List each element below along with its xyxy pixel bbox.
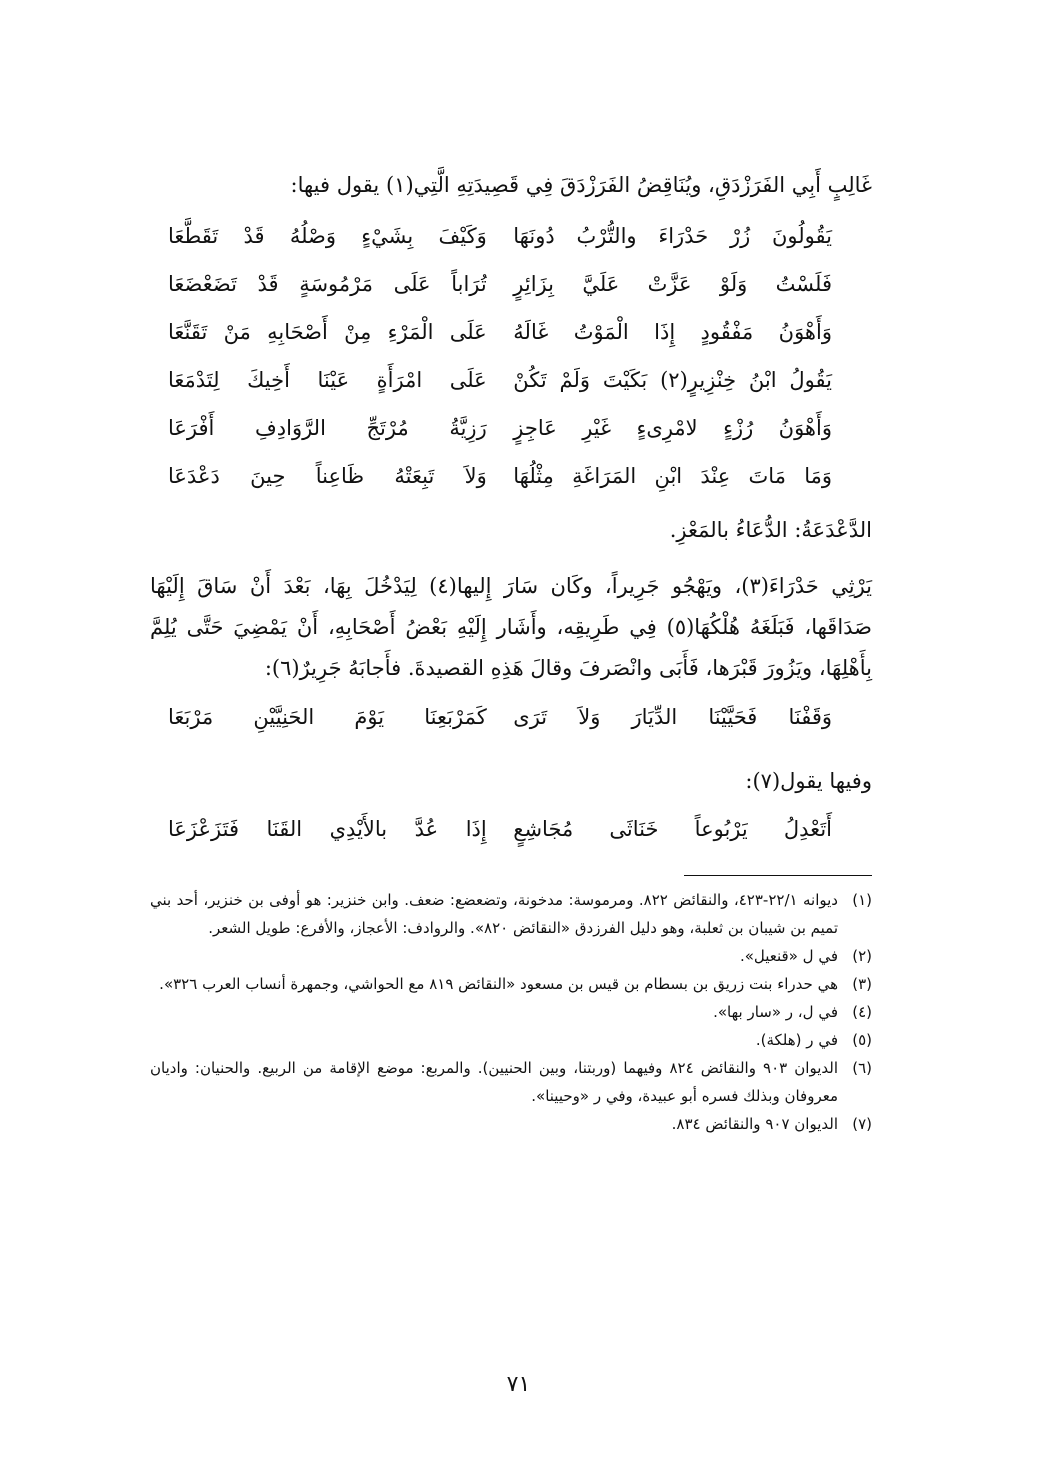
footnotes bbox=[150, 886, 872, 1138]
second-hemistich: إِذَا عُدَّ بالأَيْدِي القَنَا فَتَزَعْزَعَا bbox=[168, 817, 487, 841]
footnote-number: (٤) bbox=[852, 1003, 872, 1021]
intro-line: غَالِبٍ أَبِي الفَرَزْدَقِ، ويُنَاقِضُ الفَرَزْدَقَ فِي قَصِيدَتِهِ الَّتِي(١) يقول فيها: bbox=[290, 173, 872, 197]
footnote-number: (٣) bbox=[852, 975, 872, 993]
verse-line bbox=[168, 308, 832, 356]
final-verse bbox=[168, 805, 832, 853]
verse-line bbox=[168, 805, 832, 853]
second-hemistich: تُرَاباً عَلَى مَرْمُوسَةٍ قَدْ تَضَعْضَعَا bbox=[168, 272, 487, 296]
footnote-text: ديوانه ٢٢/١-٤٢٣، والنقائض ٨٢٢. ومرموسة: مدخونة، وتضعضع: ضعف. وابن خنزير: هو أوفى بن خنزير، أحد بني تميم بن شيبان بن ثعلبة، وهو دليل الفرزدق «النقائض ٨٢٠». والروادف: الأعجاز، والأفرع: طويل الشعر. bbox=[150, 891, 838, 937]
second-hemistich: عَلَى امْرَأَةٍ عَيْنَا أَخِيكَ لِتَدْمَعَا bbox=[168, 368, 487, 392]
footnote-number: (٦) bbox=[852, 1059, 872, 1077]
poem-block bbox=[168, 212, 832, 500]
second-hemistich: عَلَى الْمَرْءِ مِنْ أَصْحَابِهِ مَنْ تَقَنَّعَا bbox=[168, 320, 487, 344]
second-hemistich: وَلاَ تَبِعَتْهُ ظَاعِناً حِينَ دَعْدَعَا bbox=[168, 464, 487, 488]
first-hemistich: وَقَفْنَا فَحَيَّيْنَا الدِّيَارَ وَلاَ تَرَى bbox=[513, 705, 832, 729]
page-number: ٧١ bbox=[506, 1372, 531, 1397]
footnote bbox=[150, 1110, 872, 1138]
verse-line bbox=[168, 452, 832, 500]
footnote bbox=[150, 1026, 872, 1054]
footnote bbox=[150, 886, 872, 942]
prose-paragraph: يَرْثِي حَدْرَاءَ(٣)، ويَهْجُو جَرِيراً، وكَان سَارَ إِليها(٤) لِيَدْخُلَ بِهَا، بَعْدَ أَنْ سَاقَ إِلَيْهَا صَدَاقَها، فَبَلَغَهُ هُلْكُهَا(٥) فِي طَرِيقِه، وأَشَار إِلَيْهِ بَعْضُ أَصْحَابِهِ، أَنْ يَمْضِيَ حَتَّى يُلِمَّ بِأَهْلِهَا، ويَزُورَ قَبْرَها، فَأَبَى وانْصَرفَ وقالَ هَذِهِ القصيدةَ. فأَجابَهُ جَرِيرٌ(٦): bbox=[150, 574, 873, 680]
footnote bbox=[150, 942, 872, 970]
first-hemistich: يَقُولُونَ زُرْ حَدْرَاءَ والتُّرْبُ دُونَهَا bbox=[513, 224, 832, 248]
footnote bbox=[150, 970, 872, 998]
second-hemistich: كَمَرْبَعِنَا يَوْمَ الحَنِيَّيْنِ مَرْبَعَا bbox=[168, 705, 487, 729]
footnote bbox=[150, 998, 872, 1026]
verse-line bbox=[168, 404, 832, 452]
first-hemistich: وَأَهْوَنُ رُزْءٍ لامْرِىءٍ غَيْرِ عَاجِزٍ bbox=[513, 416, 832, 440]
footnote-text: في ل، ر «سار بها». bbox=[713, 1003, 838, 1021]
footnote-number: (٧) bbox=[852, 1115, 872, 1133]
second-hemistich: رَزِيَّةُ مُرْتَجِّ الرَّوَادِفِ أَفْرَعَا bbox=[168, 416, 487, 440]
footnote-number: (٢) bbox=[852, 947, 872, 965]
footnote-number: (١) bbox=[852, 891, 872, 909]
verse-line bbox=[168, 693, 832, 741]
verse-line bbox=[168, 260, 832, 308]
footnote-text: الديوان ٩٠٣ والنقائض ٨٢٤ وفيهما (وربتنا، وبين الحنيين). والمربع: موضع الإقامة من الربيع. والحنيان: واديان معروفان وبذلك فسره أبو عبيدة، وفي ر «وحيينا». bbox=[150, 1059, 838, 1105]
first-hemistich: يَقُولُ ابْنُ خِنْزِيرٍ(٢) بَكَيْتَ وَلَمْ تَكُنْ bbox=[513, 368, 832, 392]
verse-line bbox=[168, 212, 832, 260]
second-hemistich: وَكَيْفَ بِشَيْءٍ وَصْلُهُ قَدْ تَقَطَّعَا bbox=[168, 224, 487, 248]
gloss-line: الدَّعْدَعَةُ: الدُّعَاءُ بالمَعْزِ. bbox=[669, 518, 872, 542]
first-hemistich: فَلَسْتُ وَلَوْ عَزَّتْ عَلَيَّ بِزَائِرٍ bbox=[513, 272, 832, 296]
first-hemistich: أَتَعْدِلُ يَرْبُوعاً خَنَاثَى مُجَاشِعٍ bbox=[513, 817, 832, 841]
page-body bbox=[150, 165, 872, 1138]
footnote-number: (٥) bbox=[852, 1031, 872, 1049]
verse-line bbox=[168, 356, 832, 404]
footnote bbox=[150, 1054, 872, 1110]
footnote-text: في ر (هلكة). bbox=[755, 1031, 838, 1049]
first-hemistich: وَأَهْوَنُ مَفْقُودٍ إِذَا الْمَوْتُ غَالَهُ bbox=[513, 320, 832, 344]
first-hemistich: وَمَا مَاتَ عِنْدَ ابْنِ المَرَاغَةِ مِثْلُهَا bbox=[513, 464, 832, 488]
verse-intro: وفيها يقول(٧): bbox=[745, 769, 872, 793]
footnote-text: الديوان ٩٠٧ والنقائض ٨٣٤. bbox=[671, 1115, 838, 1133]
jarir-verse bbox=[168, 693, 832, 741]
footnote-text: في ل «قنعيل». bbox=[739, 947, 838, 965]
footnote-divider bbox=[684, 875, 872, 876]
footnote-text: هي حدراء بنت زريق بن بسطام بن قيس بن مسعود «النقائض ٨١٩ مع الحواشي، وجمهرة أنساب العرب ٣٢٦». bbox=[159, 975, 838, 993]
